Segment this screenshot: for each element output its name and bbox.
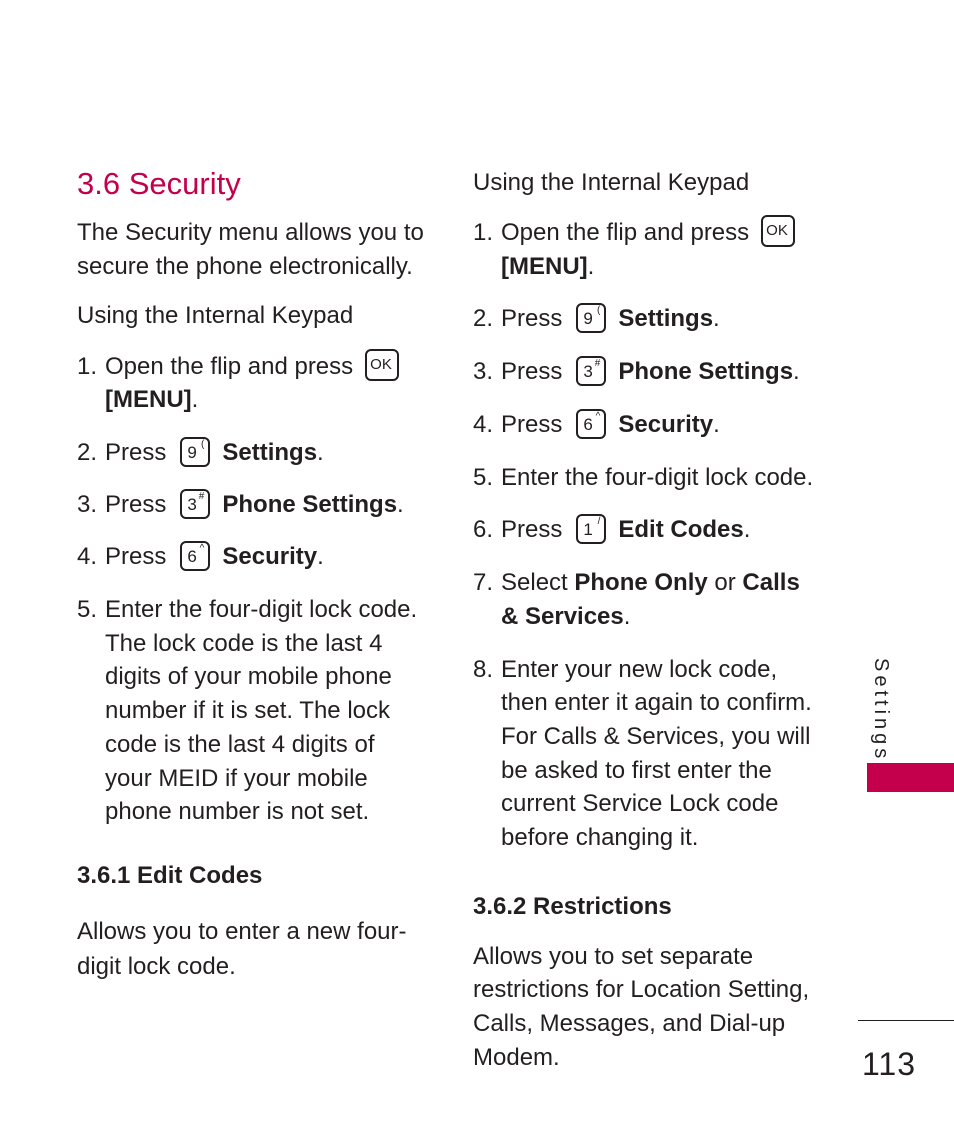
right-step-5: 5. Enter the four-digit lock code.: [473, 461, 813, 495]
left-step-5: 5. Enter the four-digit lock code.: [77, 593, 417, 627]
right-keypad-heading: Using the Internal Keypad: [473, 169, 750, 196]
edit-codes-heading: 3.6.1 Edit Codes: [77, 862, 263, 889]
step-number: 3.: [473, 358, 494, 385]
right-step-8-line: current Service Lock code: [501, 790, 779, 817]
left-step-1: [77, 350, 399, 384]
key-1-icon: 1 /: [576, 514, 606, 544]
step-number: 2.: [77, 439, 98, 466]
side-tab-label: Settings: [870, 658, 892, 763]
calls-label: Calls: [742, 569, 800, 596]
step-text: Open the flip and press: [501, 219, 750, 246]
right-step-7-cont: & Services.: [501, 603, 631, 630]
right-step-8: 8. Enter your new lock code,: [473, 653, 777, 687]
left-step-5-line: code is the last 4 digits of: [105, 731, 375, 758]
security-label: Security: [618, 411, 714, 438]
right-step-3: 3. Press 3 # Phone Settings.: [473, 355, 800, 389]
ok-key-icon: OK: [761, 215, 795, 247]
left-step-5-line: your MEID if your mobile: [105, 765, 368, 792]
step-number: 7.: [473, 569, 494, 596]
phone-only-label: Phone Only: [574, 569, 708, 596]
step-number: 1.: [77, 353, 98, 380]
restrictions-heading: 3.6.2 Restrictions: [473, 893, 672, 920]
right-step-4: 4. Press 6 ^ Security.: [473, 408, 720, 442]
step-number: 1.: [473, 219, 494, 246]
right-step-1: [473, 216, 795, 250]
page-number-rule: [858, 1020, 954, 1021]
key-3-icon: 3 #: [576, 356, 606, 386]
key-9-icon: 9 (: [180, 437, 210, 467]
step-number: 3.: [77, 491, 98, 518]
left-step-2: 2. Press 9 ( Settings.: [77, 436, 324, 470]
step-number: 4.: [77, 543, 98, 570]
right-step-2: 2. Press 9 ( Settings.: [473, 302, 720, 336]
left-step-4: 4. Press 6 ^ Security.: [77, 540, 324, 574]
menu-label: [MENU]: [105, 386, 192, 413]
left-keypad-heading: Using the Internal Keypad: [77, 302, 354, 329]
section-title: 3.6 Security: [77, 166, 241, 201]
left-step-5-line: The lock code is the last 4: [105, 630, 383, 657]
right-step-6: 6. Press 1 / Edit Codes.: [473, 513, 750, 547]
services-label: & Services: [501, 603, 624, 630]
step-number: 8.: [473, 656, 494, 683]
page-number: 113: [862, 1046, 917, 1082]
side-tab-marker: [867, 763, 954, 792]
edit-codes-line-2: digit lock code.: [77, 953, 236, 980]
step-number: 4.: [473, 411, 494, 438]
ok-key-icon: OK: [365, 349, 399, 381]
restrictions-line-3: Calls, Messages, and Dial-up: [473, 1010, 786, 1037]
step-number: 6.: [473, 516, 494, 543]
step-number: 2.: [473, 305, 494, 332]
right-step-8-line: then enter it again to confirm.: [501, 689, 812, 716]
settings-label: Settings: [222, 439, 318, 466]
left-step-5-line: phone number is not set.: [105, 798, 370, 825]
restrictions-line-2: restrictions for Location Setting,: [473, 976, 810, 1003]
step-text: Open the flip and press: [105, 353, 354, 380]
phone-settings-label: Phone Settings: [222, 491, 398, 518]
left-step-1-menu: [MENU].: [105, 386, 199, 413]
edit-codes-label: Edit Codes: [618, 516, 744, 543]
right-step-7: 7. Select Phone Only or Calls: [473, 566, 800, 600]
intro-line-1: The Security menu allows you to: [77, 219, 424, 246]
left-step-5-line: number if it is set. The lock: [105, 697, 390, 724]
right-step-8-line: be asked to first enter the: [501, 757, 772, 784]
menu-label: [MENU]: [501, 253, 588, 280]
intro-line-2: secure the phone electronically.: [77, 253, 413, 280]
key-3-icon: 3 #: [180, 489, 210, 519]
step-number: 5.: [77, 596, 98, 623]
settings-label: Settings: [618, 305, 714, 332]
restrictions-line-4: Modem.: [473, 1044, 560, 1071]
right-step-1-menu: [MENU].: [501, 253, 595, 280]
step-number: 5.: [473, 464, 494, 491]
restrictions-line-1: Allows you to set separate: [473, 943, 754, 970]
edit-codes-line-1: Allows you to enter a new four-: [77, 918, 407, 945]
right-step-8-line: For Calls & Services, you will: [501, 723, 811, 750]
key-6-icon: 6 ^: [180, 541, 210, 571]
left-step-3: 3. Press 3 # Phone Settings.: [77, 488, 404, 522]
phone-settings-label: Phone Settings: [618, 358, 794, 385]
security-label: Security: [222, 543, 318, 570]
key-6-icon: 6 ^: [576, 409, 606, 439]
left-step-5-line: digits of your mobile phone: [105, 663, 392, 690]
right-step-8-line: before changing it.: [501, 824, 699, 851]
key-9-icon: 9 (: [576, 303, 606, 333]
